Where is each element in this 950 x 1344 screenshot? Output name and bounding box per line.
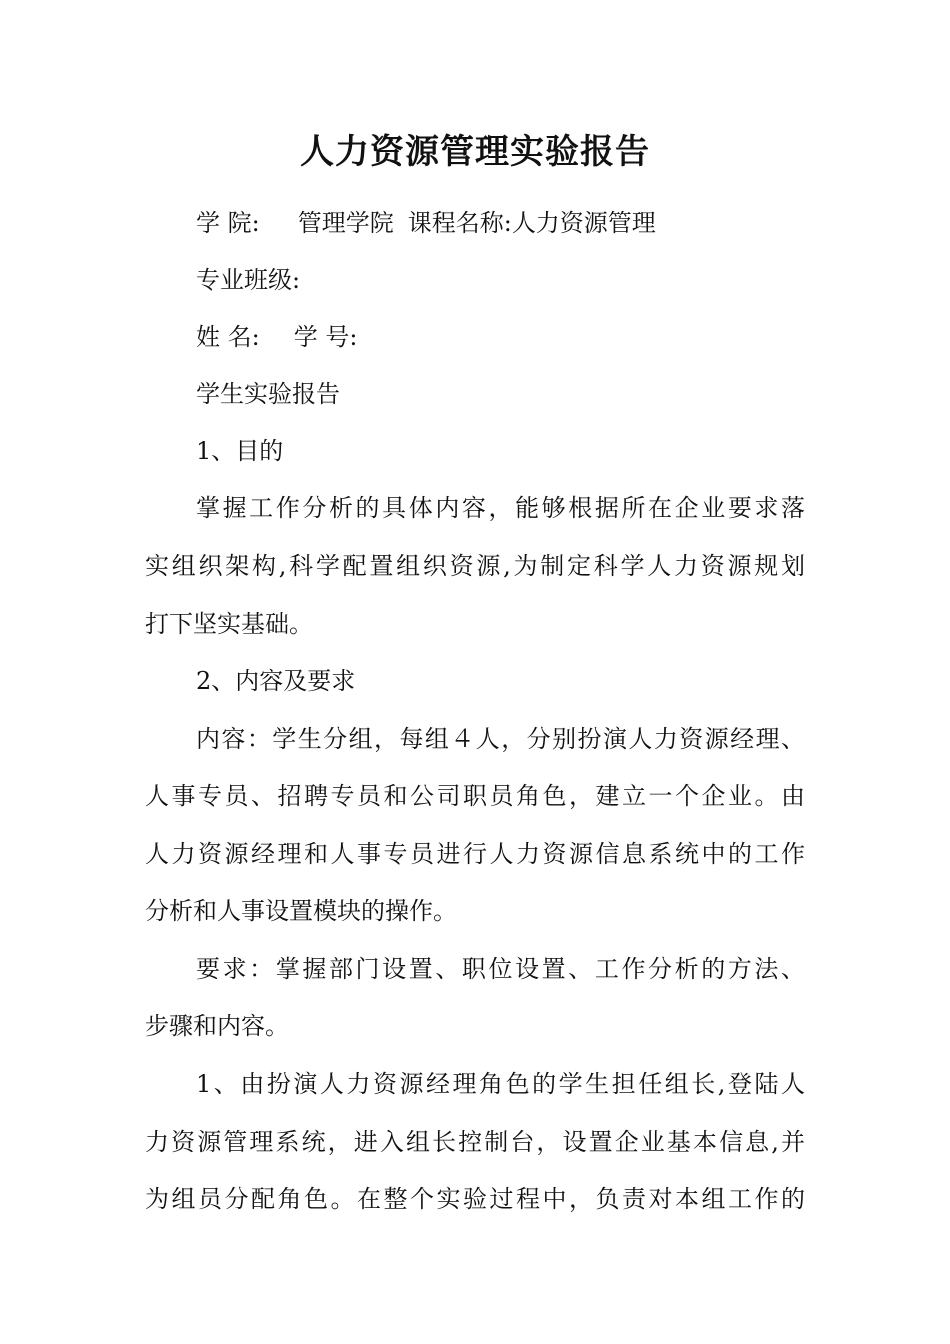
name-id-line bbox=[196, 319, 357, 355]
section-1-heading: 1、目的 bbox=[196, 437, 284, 465]
report-label: 学生实验报告 bbox=[196, 380, 340, 408]
class-line bbox=[196, 262, 300, 298]
college-course-line bbox=[196, 205, 656, 241]
id-label: 学 号: bbox=[293, 323, 358, 351]
document-title: 人力资源管理实验报告 bbox=[300, 132, 650, 172]
content-line: 分析和人事设置模块的操作。 bbox=[145, 897, 457, 925]
college-value: 管理学院 bbox=[297, 209, 394, 237]
content-line: 人事专员、招聘专员和公司职员角色，建立一个企业。由 bbox=[145, 782, 805, 810]
step-1-line: 力资源管理系统，进入组长控制台，设置企业基本信息,并 bbox=[145, 1128, 805, 1156]
content-line: 内容：学生分组，每组４人，分别扮演人力资源经理、 bbox=[196, 725, 805, 753]
content-line: 人力资源经理和人事专员进行人力资源信息系统中的工作 bbox=[145, 840, 805, 868]
course-value: 人力资源管理 bbox=[511, 209, 656, 237]
class-label: 专业班级: bbox=[196, 266, 301, 294]
section-1-line: 掌握工作分析的具体内容，能够根据所在企业要求落 bbox=[196, 494, 805, 522]
section-2-heading: 2、内容及要求 bbox=[196, 667, 356, 695]
name-label: 姓 名: bbox=[196, 323, 260, 351]
section-1-line: 实组织架构,科学配置组织资源,为制定科学人力资源规划 bbox=[145, 552, 805, 580]
course-label: 课程名称: bbox=[407, 209, 512, 237]
requirement-line: 步骤和内容。 bbox=[145, 1012, 289, 1040]
section-1-line: 打下坚实基础。 bbox=[145, 610, 313, 638]
college-label: 学 院: bbox=[196, 209, 260, 237]
step-1-line: 为组员分配角色。在整个实验过程中，负责对本组工作的 bbox=[145, 1185, 805, 1213]
requirement-line: 要求：掌握部门设置、职位设置、工作分析的方法、 bbox=[196, 955, 805, 983]
step-1-line: 1、由扮演人力资源经理角色的学生担任组长,登陆人 bbox=[196, 1070, 805, 1098]
